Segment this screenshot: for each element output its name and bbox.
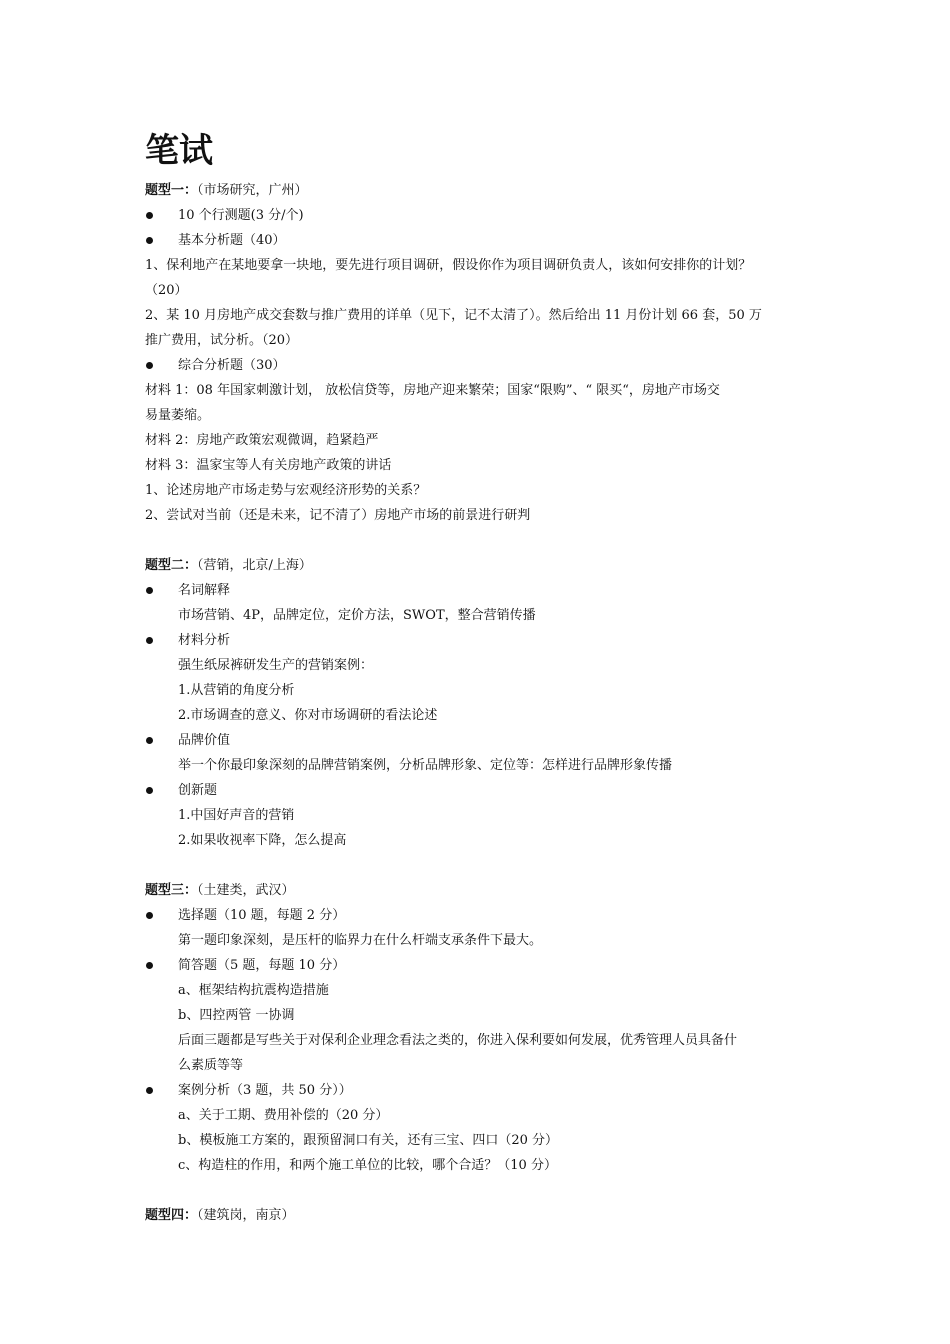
- page-title: 笔试: [145, 131, 213, 171]
- section-2-heading: [145, 553, 815, 578]
- section-label: 题型三：: [145, 883, 198, 898]
- section-1-heading: [145, 178, 815, 203]
- document-body: [145, 128, 815, 1228]
- bullet-text: 10 个行测题(3 分/个): [178, 208, 304, 223]
- spacer: [145, 528, 815, 553]
- spacer: [145, 1178, 815, 1203]
- bullet-icon: [146, 787, 153, 794]
- material-text: 材料 1：08 年国家刺激计划， 放松信贷等，房地产迎来繁荣；国家“限购”、“ 限买“，房地产市场交: [145, 383, 720, 398]
- indented-text: 强生纸尿裤研发生产的营销案例：: [178, 658, 374, 673]
- indented-text: 第一题印象深刻，是压杆的临界力在什么杆端支承条件下最大。: [178, 933, 543, 948]
- list-item: [145, 903, 815, 928]
- bullet-text: 名词解释: [178, 583, 231, 598]
- bullet-text: 基本分析题（40）: [178, 233, 286, 248]
- question-text: 1、论述房地产市场走势与宏观经济形势的关系？: [145, 483, 427, 498]
- section-label: 题型一：: [145, 183, 198, 198]
- bullet-icon: [146, 737, 153, 744]
- question-text: 2、尝试对当前（还是未来，记不清了）房地产市场的前景进行研判: [145, 508, 531, 523]
- section-label: 题型二：: [145, 558, 198, 573]
- section-desc: （建筑岗，南京）: [197, 1208, 295, 1223]
- list-item: [145, 778, 815, 803]
- question-text: （20）: [145, 283, 188, 298]
- question-text: 推广费用，试分析。（20）: [145, 333, 299, 348]
- bullet-icon: [146, 1087, 153, 1094]
- indented-text: 1.从营销的角度分析: [178, 683, 295, 698]
- bullet-text: 综合分析题（30）: [178, 358, 286, 373]
- bullet-text: 创新题: [178, 783, 218, 798]
- section-desc: （土建类，武汉）: [197, 883, 295, 898]
- indented-text: c、构造柱的作用，和两个施工单位的比较，哪个合适？（10 分）: [178, 1158, 557, 1173]
- list-item: [145, 353, 815, 378]
- list-item: [145, 228, 815, 253]
- material-text: 材料 3：温家宝等人有关房地产政策的讲话: [145, 458, 392, 473]
- indented-text: 1.中国好声音的营销: [178, 808, 295, 823]
- indented-text: 么素质等等: [178, 1058, 244, 1073]
- bullet-text: 品牌价值: [178, 733, 231, 748]
- material-text: 易量萎缩。: [145, 408, 211, 423]
- indented-text: 2.如果收视率下降，怎么提高: [178, 833, 347, 848]
- list-item: [145, 953, 815, 978]
- indented-text: 举一个你最印象深刻的品牌营销案例，分析品牌形象、定位等：怎样进行品牌形象传播: [178, 758, 673, 773]
- bullet-icon: [146, 912, 153, 919]
- bullet-icon: [146, 962, 153, 969]
- indented-text: 后面三题都是写些关于对保利企业理念看法之类的，你进入保利要如何发展，优秀管理人员具备什: [178, 1033, 738, 1048]
- list-item: [145, 628, 815, 653]
- bullet-text: 案例分析（3 题，共 50 分））: [178, 1083, 352, 1098]
- bullet-icon: [146, 362, 153, 369]
- indented-text: 市场营销、4P，品牌定位，定价方法，SWOT，整合营销传播: [178, 608, 536, 623]
- indented-text: a、关于工期、费用补偿的（20 分）: [178, 1108, 389, 1123]
- section-desc: （营销，北京/上海）: [197, 558, 312, 573]
- bullet-icon: [146, 637, 153, 644]
- bullet-text: 材料分析: [178, 633, 231, 648]
- list-item: [145, 203, 815, 228]
- bullet-icon: [146, 237, 153, 244]
- bullet-icon: [146, 212, 153, 219]
- section-label: 题型四：: [145, 1208, 198, 1223]
- list-item: [145, 578, 815, 603]
- question-text: 1、保利地产在某地要拿一块地，要先进行项目调研，假设你作为项目调研负责人，该如何安排你的计划？: [145, 258, 752, 273]
- list-item: [145, 728, 815, 753]
- section-3-heading: [145, 878, 815, 903]
- indented-text: 2.市场调查的意义、你对市场调研的看法论述: [178, 708, 438, 723]
- list-item: [145, 1078, 815, 1103]
- indented-text: b、四控两管 一协调: [178, 1008, 295, 1023]
- indented-text: b、模板施工方案的，跟预留洞口有关，还有三宝、四口（20 分）: [178, 1133, 558, 1148]
- section-4-heading: [145, 1203, 815, 1228]
- material-text: 材料 2：房地产政策宏观微调，趋紧趋严: [145, 433, 379, 448]
- indented-text: a、框架结构抗震构造措施: [178, 983, 329, 998]
- question-text: 2、某 10 月房地产成交套数与推广费用的详单（见下，记不太清了）。然后给出 11 月份计划 66 套，50 万: [145, 308, 762, 323]
- bullet-text: 选择题（10 题，每题 2 分）: [178, 908, 346, 923]
- spacer: [145, 853, 815, 878]
- section-desc: （市场研究，广州）: [197, 183, 308, 198]
- bullet-text: 简答题（5 题，每题 10 分）: [178, 958, 346, 973]
- bullet-icon: [146, 587, 153, 594]
